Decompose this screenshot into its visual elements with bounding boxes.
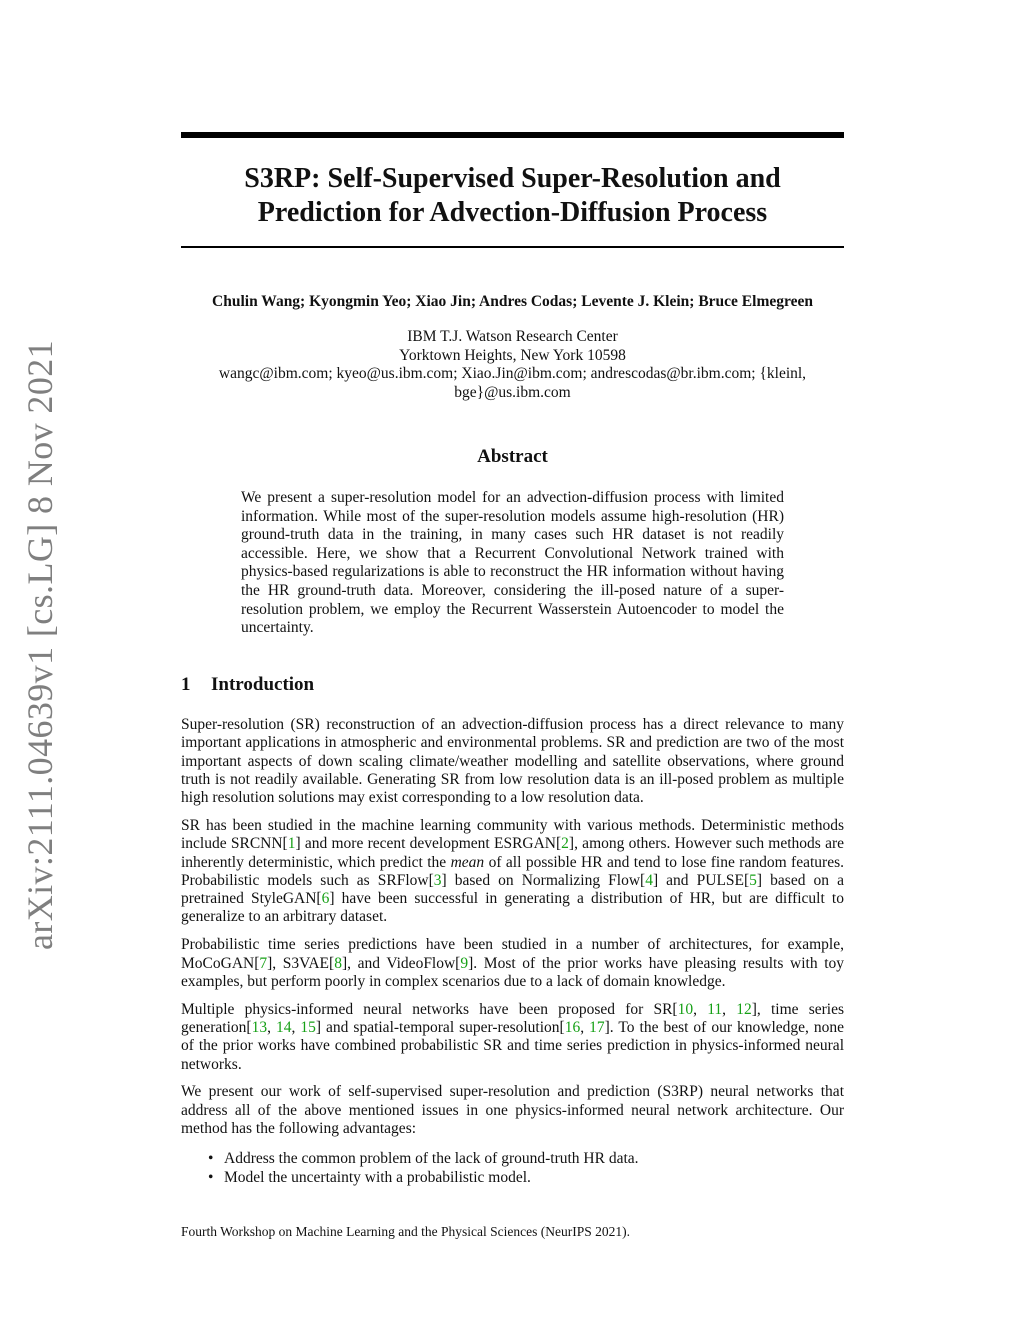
p4-sep: , bbox=[267, 1018, 276, 1036]
citation-link[interactable]: 9 bbox=[460, 954, 469, 972]
citation-link[interactable]: 11 bbox=[707, 1000, 723, 1018]
affiliation-block bbox=[181, 328, 844, 402]
author-list: Chulin Wang; Kyongmin Yeo; Xiao Jin; Andres Codas; Levente J. Klein; Bruce Elmegreen bbox=[212, 293, 813, 310]
citation-link[interactable]: 17 bbox=[589, 1018, 605, 1036]
p4-text: ]. To the best of our knowledge, none of the prior works have combined probabilistic SR and time series prediction in physics-informed neural networks. bbox=[181, 1018, 845, 1073]
paragraph-1: Super-resolution (SR) reconstruction of an advection-diffusion process has a direct relevance to many important applications in atmospheric and environmental problems. SR and prediction are two of the most important aspects of down scaling climate/weather modelling and satellite observations, where ground truth is not readily available. Generating SR from low resolution data is an ill-posed problem as multiple high resolution solutions may exist corresponding to a low resolution data. bbox=[181, 716, 844, 807]
title-top-rule bbox=[181, 132, 844, 138]
paragraph-3 bbox=[181, 936, 844, 991]
p2-text: of all possible HR and tend to lose fine random features. Probabilistic models such as SRFlow[ bbox=[181, 853, 844, 889]
paper-title bbox=[181, 162, 844, 230]
abstract-heading: Abstract bbox=[477, 446, 548, 467]
p2-text: ] have been successful in generating a distribution of HR, but are difficult to generalize to an arbitrary dataset. bbox=[181, 890, 844, 926]
p4-text: ], time series generation[ bbox=[181, 1000, 845, 1036]
abstract-text: We present a super-resolution model for an advection-diffusion process with limited information. While most of the super-resolution models assume high-resolution (HR) ground-truth data in the training, in many cases such HR dataset is not readily accessible. Here, we show that a Recurrent Convolutional Network trained with physics-based regularizations is able to reconstruct the HR information without having the HR ground-truth data. Moreover, considering the ill-posed nature of a super-resolution problem, we employ the Recurrent Wasserstein Autoencoder to model the uncertainty. bbox=[241, 489, 784, 637]
p4-sep: , bbox=[580, 1018, 590, 1036]
citation-link[interactable]: 2 bbox=[561, 835, 569, 853]
venue-footnote: Fourth Workshop on Machine Learning and the Physical Sciences (NeurIPS 2021). bbox=[181, 1224, 630, 1239]
affiliation-institution: IBM T.J. Watson Research Center bbox=[407, 328, 618, 345]
paragraph-4 bbox=[181, 1001, 844, 1074]
p3-text: ], and VideoFlow[ bbox=[341, 954, 461, 972]
list-item: • Model the uncertainty with a probabilistic model. bbox=[224, 1169, 844, 1187]
p4-sep: , bbox=[722, 1000, 737, 1018]
p2-text: ] and PULSE[ bbox=[652, 871, 750, 889]
paragraph-2 bbox=[181, 817, 844, 927]
p3-text: Probabilistic time series predictions have been studied in a number of architectures, for example, MoCoGAN[ bbox=[181, 936, 844, 972]
citation-link[interactable]: 12 bbox=[736, 1000, 752, 1018]
p2-text: ] and more recent development ESRGAN[ bbox=[295, 835, 562, 853]
citation-link[interactable]: 13 bbox=[251, 1018, 268, 1036]
affiliation-emails: wangc@ibm.com; kyeo@us.ibm.com; Xiao.Jin@ibm.com; andrescodas@br.ibm.com; {kleinl, bbox=[218, 365, 807, 382]
citation-link[interactable]: 10 bbox=[677, 1000, 694, 1018]
citation-link[interactable]: 4 bbox=[645, 871, 653, 889]
p3-text: ], S3VAE[ bbox=[267, 954, 335, 972]
citation-link[interactable]: 8 bbox=[334, 954, 342, 972]
p3-text: ]. Most of the prior works have pleasing results with toy examples, but perform poorly in complex scenarios due to a lack of domain knowledge. bbox=[181, 954, 845, 990]
section-heading-introduction bbox=[181, 674, 314, 696]
title-bottom-rule bbox=[181, 246, 844, 248]
title-line-1: S3RP: Self-Supervised Super-Resolution and bbox=[244, 163, 781, 194]
p2-text: ], among others. However such methods are inherently deterministic, which predict the bbox=[181, 835, 844, 871]
emphasis-mean: mean bbox=[450, 853, 485, 871]
p2-text: SR has been studied in the machine learning community with various methods. Deterministic methods include SRCNN[ bbox=[181, 816, 844, 853]
citation-link[interactable]: 6 bbox=[321, 890, 330, 908]
p4-text: ] and spatial-temporal super-resolution[ bbox=[315, 1018, 565, 1036]
affiliation-emails-cont: bge}@us.ibm.com bbox=[454, 383, 571, 401]
advantages-list bbox=[181, 1150, 844, 1187]
p2-text: ] based on Normalizing Flow[ bbox=[441, 871, 646, 889]
p2-text: ] based on a pretrained StyleGAN[ bbox=[181, 871, 844, 908]
paragraph-5: We present our work of self-supervised super-resolution and prediction (S3RP) neural networks that address all of the above mentioned issues in one physics-informed neural network architecture. Our method has the following advantages: bbox=[181, 1083, 844, 1137]
p4-sep: , bbox=[291, 1018, 301, 1036]
section-number: 1 bbox=[181, 674, 191, 695]
introduction-body bbox=[181, 716, 844, 1187]
arxiv-identifier-stamp: arXiv:2111.04639v1 [cs.LG] 8 Nov 2021 bbox=[20, 339, 60, 951]
citation-link[interactable]: 1 bbox=[287, 835, 296, 853]
citation-link[interactable]: 16 bbox=[564, 1018, 581, 1036]
citation-link[interactable]: 5 bbox=[749, 871, 757, 889]
section-title: Introduction bbox=[211, 674, 315, 695]
citation-link[interactable]: 15 bbox=[300, 1018, 316, 1036]
citation-link[interactable]: 3 bbox=[433, 871, 442, 889]
list-item: • Address the common problem of the lack of ground-truth HR data. bbox=[224, 1150, 844, 1168]
citation-link[interactable]: 7 bbox=[259, 954, 268, 972]
p4-sep: , bbox=[693, 1000, 708, 1018]
p4-text: Multiple physics-informed neural networks have been proposed for SR[ bbox=[181, 1000, 678, 1018]
affiliation-address: Yorktown Heights, New York 10598 bbox=[399, 346, 626, 364]
title-line-2: Prediction for Advection-Diffusion Process bbox=[257, 197, 768, 228]
citation-link[interactable]: 14 bbox=[275, 1018, 292, 1036]
